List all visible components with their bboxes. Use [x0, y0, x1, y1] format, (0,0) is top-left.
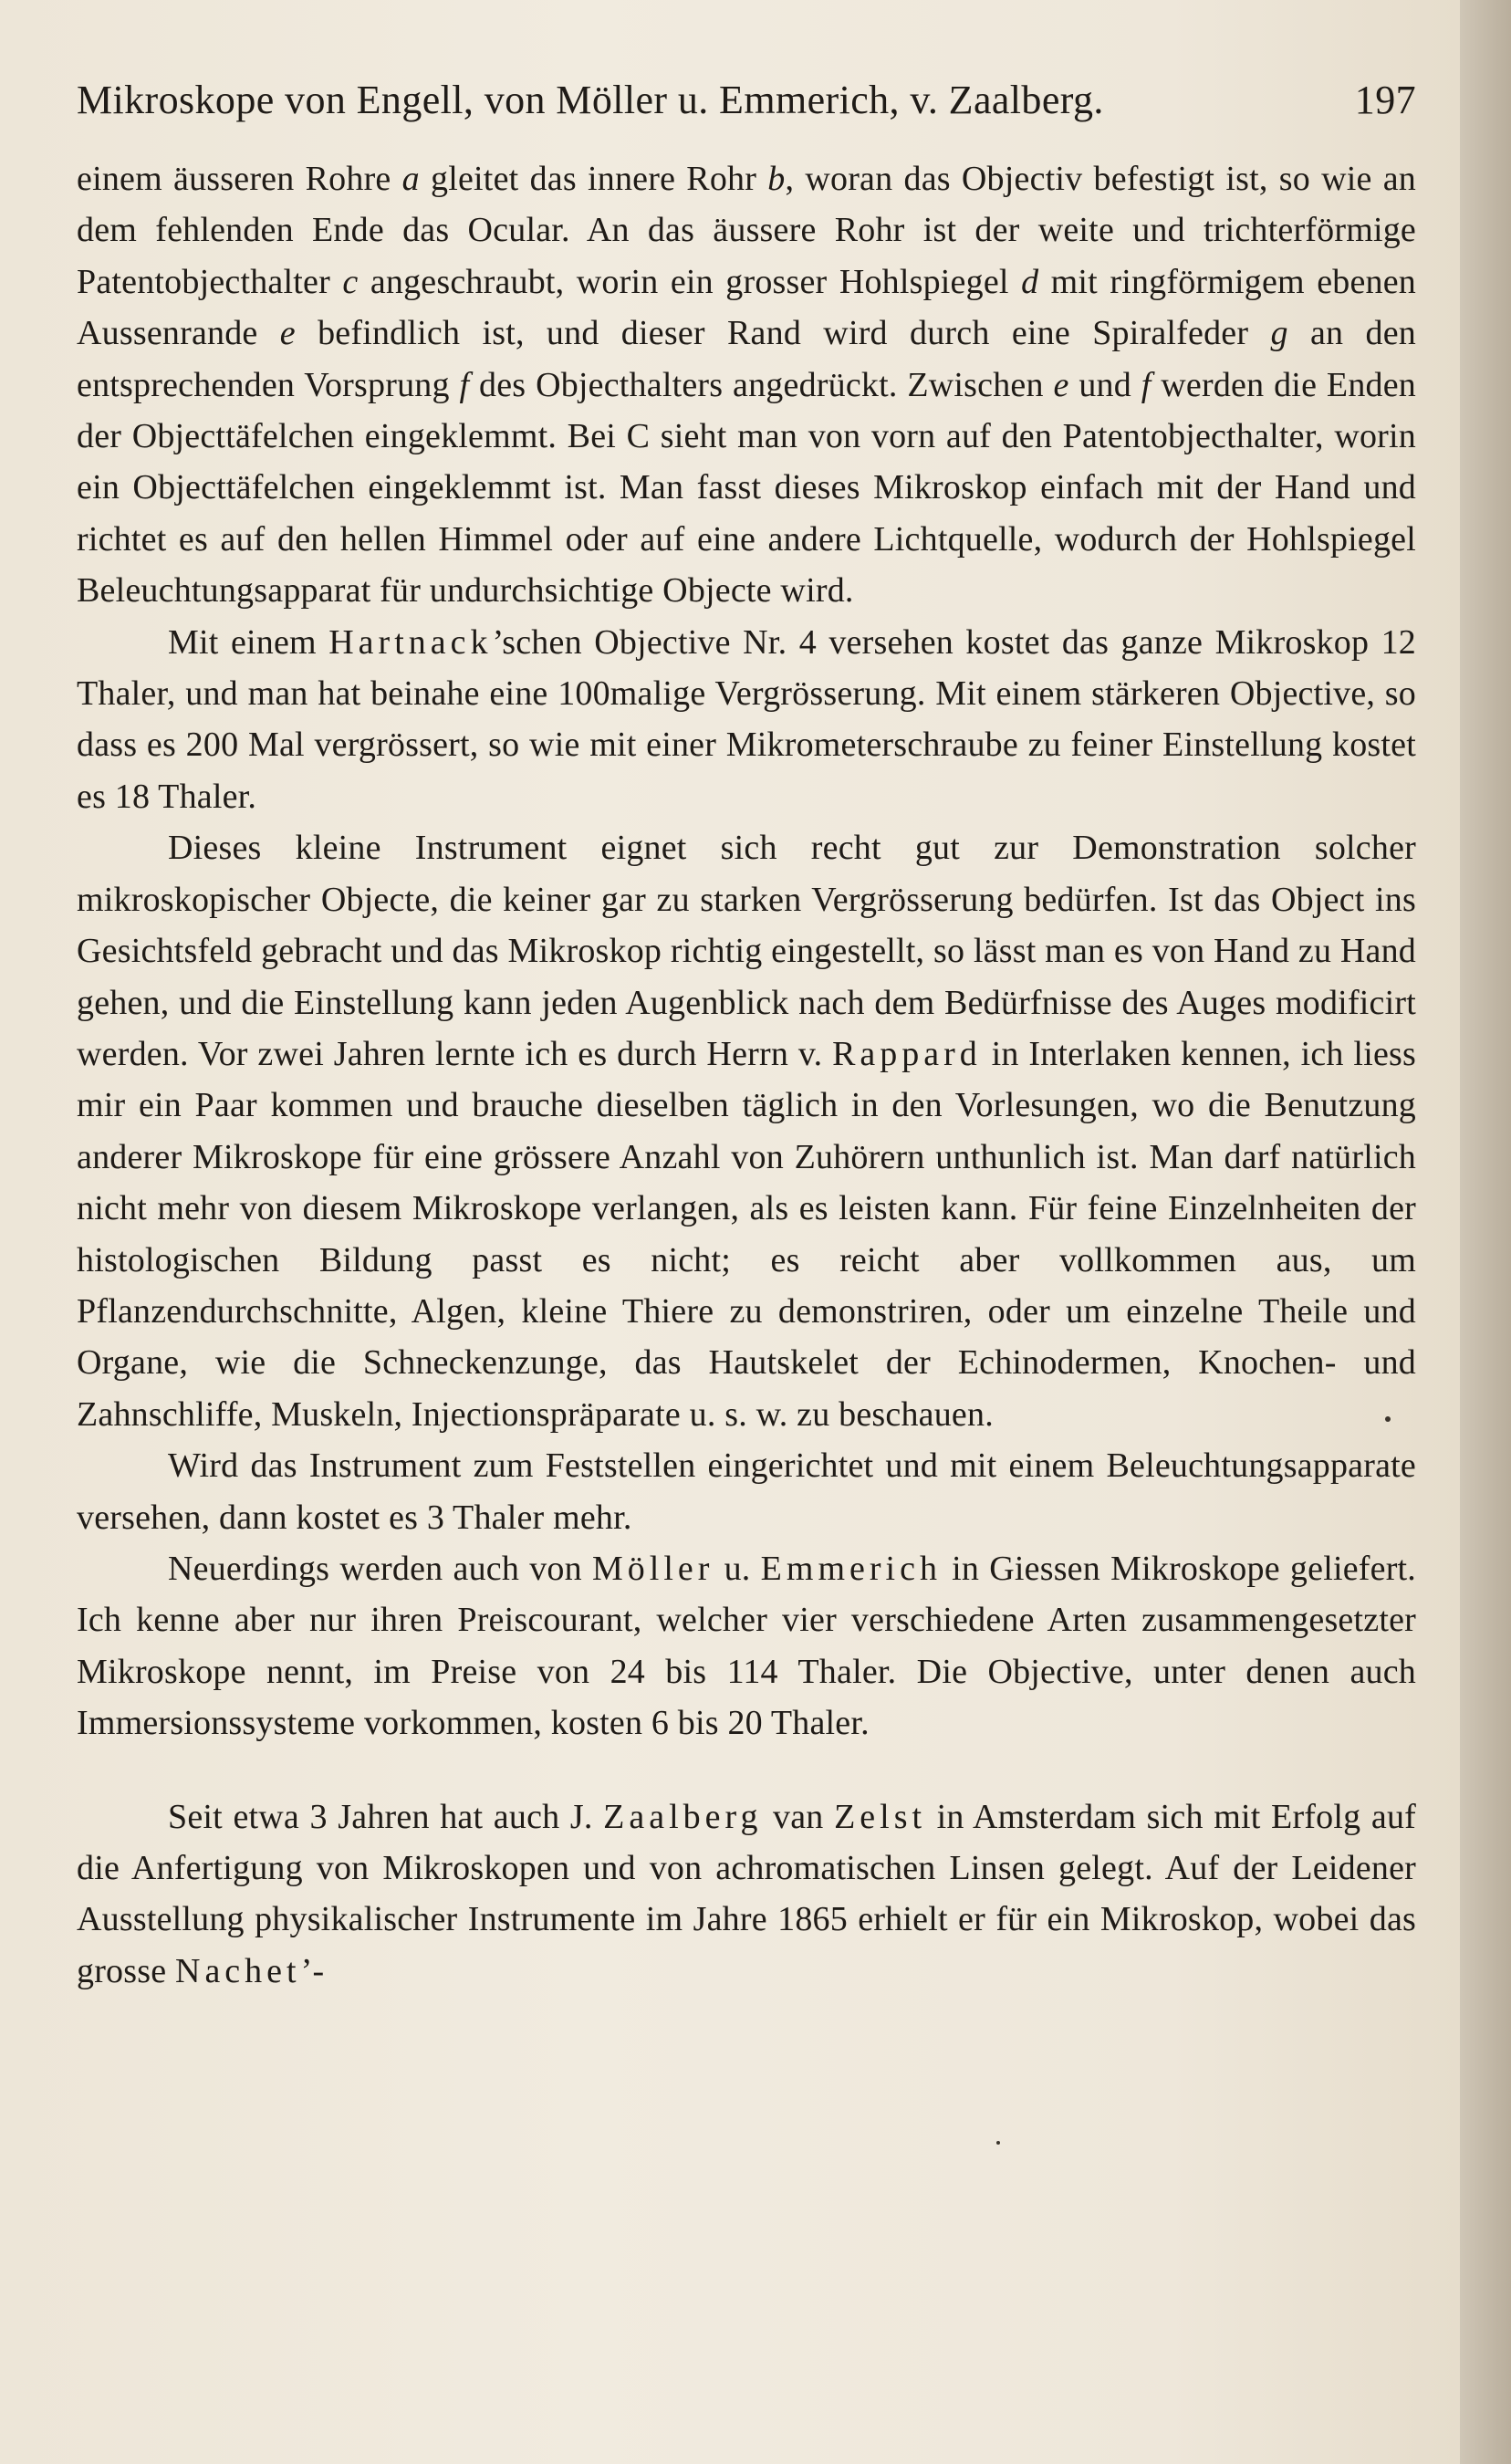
page-number: 197: [1354, 78, 1416, 122]
paragraph: Dieses kleine Instrument eignet sich recht gut zur Demonstration solcher mikroskopischer Objecte, die keiner gar zu starken Vergrösserung bedürfen. Ist das Object ins Gesichtsfeld gebracht und das Mikroskop richtig eingestellt, so lässt man es von Hand zu Hand gehen, und die Einstellung kann jeden Augenblick nach dem Bedürfnisse des Auges modificirt werden. Vor zwei Jahren lernte ich es durch Herrn v. Rappard in Interlaken kennen, ich liess mir ein Paar kommen und brauche dieselben täglich in den Vorlesungen, wo die Benutzung anderer Mikroskope für eine grössere Anzahl von Zuhörern unthunlich ist. Man darf natürlich nicht mehr von diesem Mikroskope verlangen, als es leisten kann. Für feine Einzelnheiten der histologischen Bildung passt es nicht; es reicht aber vollkommen aus, um Pflanzendurchschnitte, Algen, kleine Thiere zu demonstriren, oder um einzelne Theile und Organe, wie die Schneckenzunge, das Hautskelet der Echinodermen, Knochen- und Zahnschliffe, Muskeln, Injectionspräparate u. s. w. zu beschauen.: [77, 829, 1416, 1434]
running-head: Mikroskope von Engell, von Möller u. Emmerich, v. Zaalberg.: [77, 78, 1104, 122]
italic-symbol: f: [1141, 365, 1151, 404]
spaced-name: Möller: [592, 1549, 714, 1588]
italic-symbol: b: [767, 160, 786, 198]
page-edge: [1460, 0, 1511, 2464]
spaced-name: Emmerich: [760, 1549, 942, 1588]
italic-symbol: a: [401, 160, 420, 198]
paragraph: Mit einem Hartnack’schen Objective Nr. 4 versehen kostet das ganze Mikroskop 12 Thaler, und man hat beinahe eine 100malige Vergrösserung. Mit einem stärkeren Objective, so dass es 200 Mal vergrössert, so wie mit einer Mikrometerschraube zu feiner Einstellung kostet es 18 Thaler.: [77, 622, 1416, 816]
italic-symbol: c: [342, 262, 359, 301]
page-header: [77, 77, 1416, 131]
spaced-name: Nachet: [175, 1951, 301, 1990]
spaced-name: Rappard: [832, 1034, 982, 1073]
paragraph: Wird das Instrument zum Feststellen eingerichtet und mit einem Beleuchtungsapparate versehen, dann kostet es 3 Thaler mehr.: [77, 1446, 1416, 1537]
paragraph: Neuerdings werden auch von Möller u. Emmerich in Giessen Mikroskope geliefert. Ich kenne aber nur ihren Preiscourant, welcher vier verschiedene Arten zusammengesetzter Mikroskope nennt, im Preise von 24 bis 114 Thaler. Die Objective, unter denen auch Immersionssysteme vorkommen, kosten 6 bis 20 Thaler.: [77, 1549, 1417, 1743]
spaced-name: Hartnack: [328, 622, 493, 662]
italic-symbol: g: [1270, 314, 1288, 353]
spaced-name: Zaalberg: [603, 1797, 763, 1836]
paragraph: einem äusseren Rohre a gleitet das innere Rohr b, woran das Objectiv befestigt ist, so wie an dem fehlenden Ende das Ocular. An das äussere Rohr ist der weite und trichterförmige Patentobjecthalter c angeschraubt, worin ein grosser Hohlspiegel d mit ringförmigem ebenen Aussenrande e befindlich ist, und dieser Rand wird durch eine Spiralfeder g an den entsprechenden Vorsprung f des Objecthalters angedrückt. Zwischen e und f werden die Enden der Objecttäfelchen eingeklemmt. Bei C sieht man von vorn auf den Patentobjecthalter, worin ein Objecttäfelchen eingeklemmt ist. Man fasst dieses Mikroskop einfach mit der Hand und richtet es auf den hellen Himmel oder auf eine andere Lichtquelle, wodurch der Hohlspiegel Beleuchtungsapparat für undurchsichtige Objecte wird.: [77, 160, 1417, 611]
ink-speck: [1385, 1416, 1391, 1422]
italic-symbol: e: [279, 314, 296, 353]
italic-symbol: e: [1053, 365, 1069, 404]
ink-speck: [996, 2141, 1000, 2145]
spaced-name: Zelst: [834, 1797, 927, 1836]
italic-symbol: f: [459, 365, 470, 404]
paragraph: Seit etwa 3 Jahren hat auch J. Zaalberg van Zelst in Amsterdam sich mit Erfolg auf die Anfertigung von Mikroskopen und von achromatischen Linsen gelegt. Auf der Leidener Ausstellung physikalischer Instrumente im Jahre 1865 erhielt er für ein Mikroskop, wobei das grosse Nachet’-: [77, 1797, 1416, 1990]
body-text: [77, 153, 1416, 1997]
italic-symbol: d: [1021, 262, 1039, 301]
